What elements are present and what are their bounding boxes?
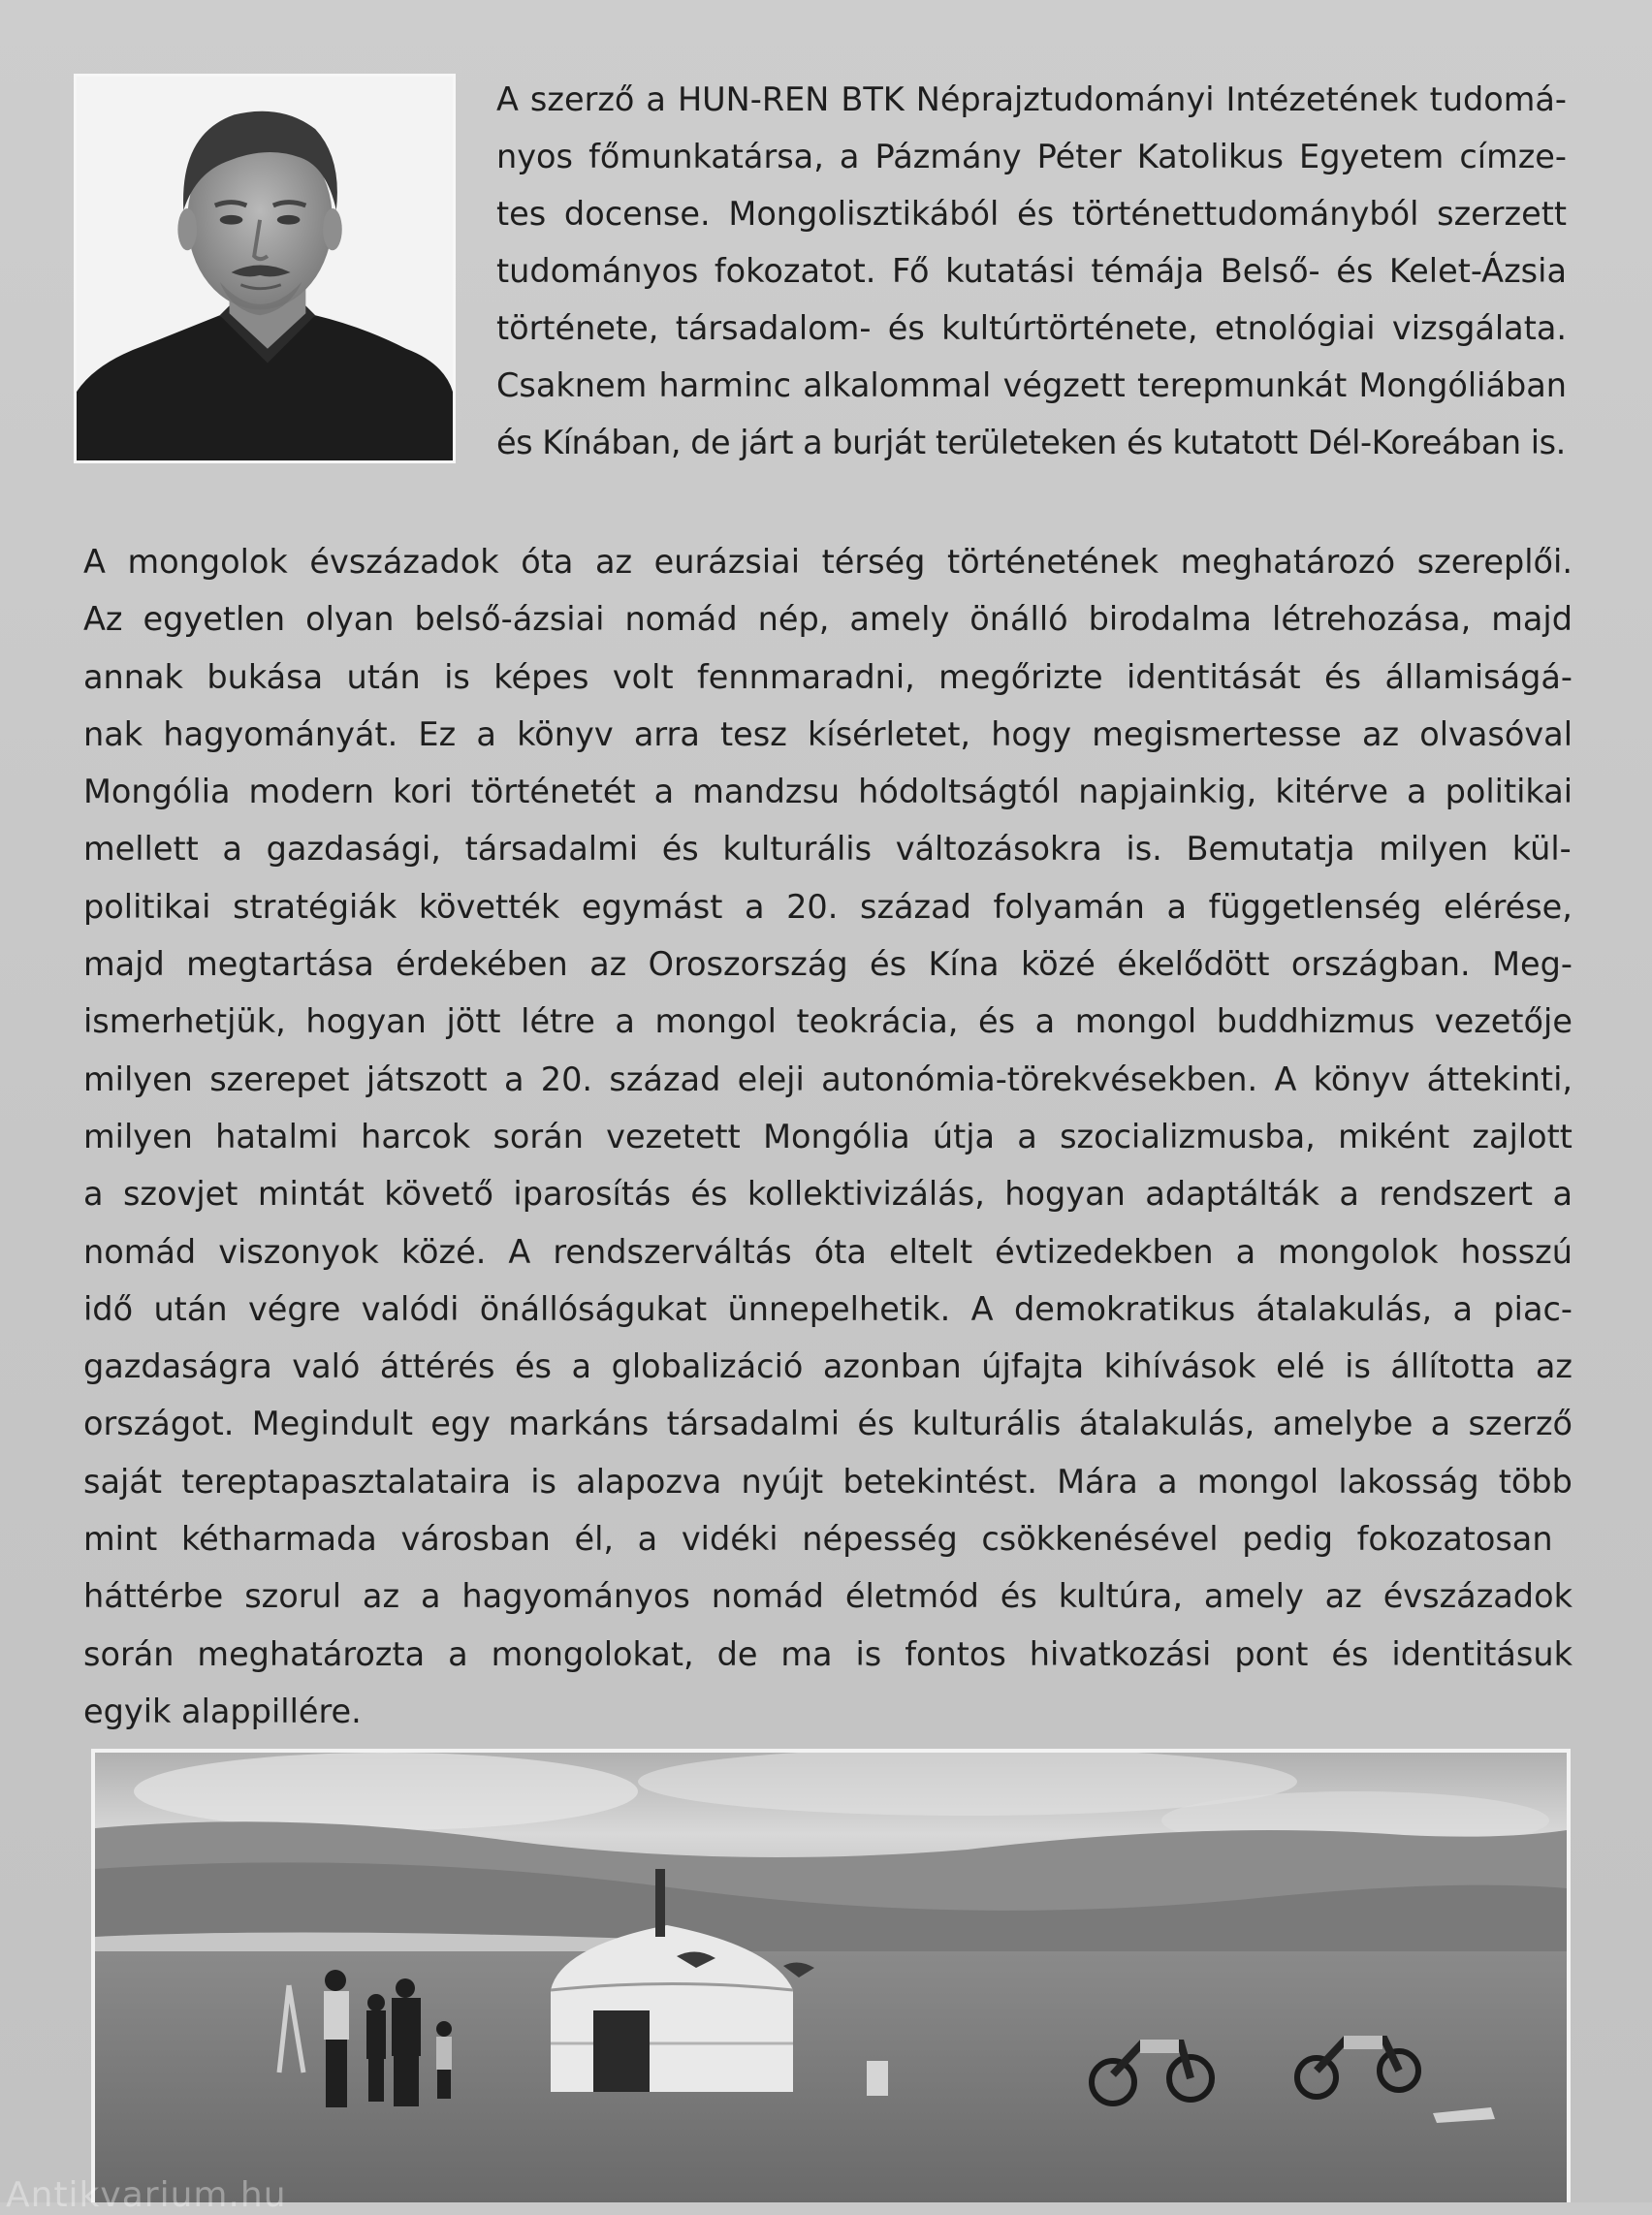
author-bio-line: A szerző a HUN-REN BTK Néprajztudományi Intézetének tudomá-	[496, 80, 1567, 118]
book-description-line: milyen hatalmi harcok során vezetett Mongólia útja a szocializmusba, miként zajlott	[83, 1117, 1573, 1155]
book-description-line: Az egyetlen olyan belső-ázsiai nomád nép, amely önálló birodalma létrehozása, majd	[83, 600, 1573, 639]
book-description-line: politikai stratégiák követték egymást a 20. század folyamán a függetlenség elérése,	[83, 887, 1573, 926]
book-description-line: gazdaságra való áttérés és a globalizáció azonban újfajta kihívások elé is állította az	[83, 1347, 1573, 1386]
author-bio-line: nyos főmunkatársa, a Pázmány Péter Katolikus Egyetem címze-	[496, 138, 1567, 175]
author-bio-line: és Kínában, de járt a burját területeken és kutatott Dél-Koreában is.	[496, 424, 1566, 461]
author-portrait-photo	[74, 74, 456, 463]
steppe-ger-photo	[91, 1749, 1571, 2202]
author-bio-line: Csaknem harminc alkalommal végzett terepmunkát Mongóliában	[496, 366, 1568, 404]
book-description-line: milyen szerepet játszott a 20. század eleji autonómia-törekvésekben. A könyv áttekinti,	[83, 1060, 1573, 1098]
book-description	[83, 533, 1576, 1740]
book-description-line: nak hagyományát. Ez a könyv arra tesz kísérletet, hogy megismertesse az olvasóval	[83, 714, 1573, 753]
author-bio-line: tudományos fokozatot. Fő kutatási témája Belső- és Kelet-Ázsia	[496, 252, 1567, 290]
book-description-line: során meghatározta a mongolokat, de ma is fontos hivatkozási pont és identitásuk	[83, 1634, 1573, 1673]
book-description-line: Mongólia modern kori történetét a mandzsu hódoltságtól napjainkig, kitérve a politikai	[83, 773, 1573, 811]
book-description-line: háttérbe szorul az a hagyományos nomád életmód és kultúra, amely az évszázadok	[83, 1577, 1573, 1616]
book-description-line: A mongolok évszázadok óta az eurázsiai térség történetének meghatározó szereplői.	[83, 543, 1573, 581]
watermark: Antikvarium.hu	[6, 2175, 287, 2215]
book-description-line: annak bukása után is képes volt fennmaradni, megőrizte identitását és államiságá-	[83, 657, 1573, 696]
author-bio-line: tes docense. Mongolisztikából és történettudományból szerzett	[496, 195, 1568, 233]
book-description-line: a szovjet mintát követő iparosítás és kollektivizálás, hogyan adaptálták a rendszert a	[83, 1175, 1573, 1214]
book-description-line: idő után végre valódi önállóságukat ünnepelhetik. A demokratikus átalakulás, a piac-	[83, 1289, 1573, 1328]
book-description-line: saját tereptapasztalataira is alapozva nyújt betekintést. Mára a mongol lakosság több	[83, 1462, 1573, 1501]
book-description-line: mint kétharmada városban él, a vidéki népesség csökkenésével pedig fokozatosan	[83, 1520, 1553, 1559]
book-description-line: ismerhetjük, hogyan jött létre a mongol teokrácia, és a mongol buddhizmus vezetője	[83, 1002, 1573, 1041]
steppe-ger-illustration	[95, 1753, 1567, 2202]
book-description-line: mellett a gazdasági, társadalmi és kulturális változásokra is. Bemutatja milyen kül-	[83, 830, 1572, 869]
author-portrait-illustration	[77, 77, 453, 460]
book-description-line: majd megtartása érdekében az Oroszország és Kína közé ékelődött országban. Meg-	[83, 945, 1573, 984]
book-description-line: nomád viszonyok közé. A rendszerváltás óta eltelt évtizedekben a mongolok hosszú	[83, 1232, 1573, 1271]
book-description-line: országot. Megindult egy markáns társadalmi és kulturális átalakulás, amelybe a szerző	[83, 1405, 1573, 1443]
book-description-line: egyik alappillére.	[83, 1692, 362, 1730]
author-bio-line: története, társadalom- és kultúrtörténete, etnológiai vizsgálata.	[496, 309, 1568, 347]
author-bio	[496, 71, 1573, 471]
